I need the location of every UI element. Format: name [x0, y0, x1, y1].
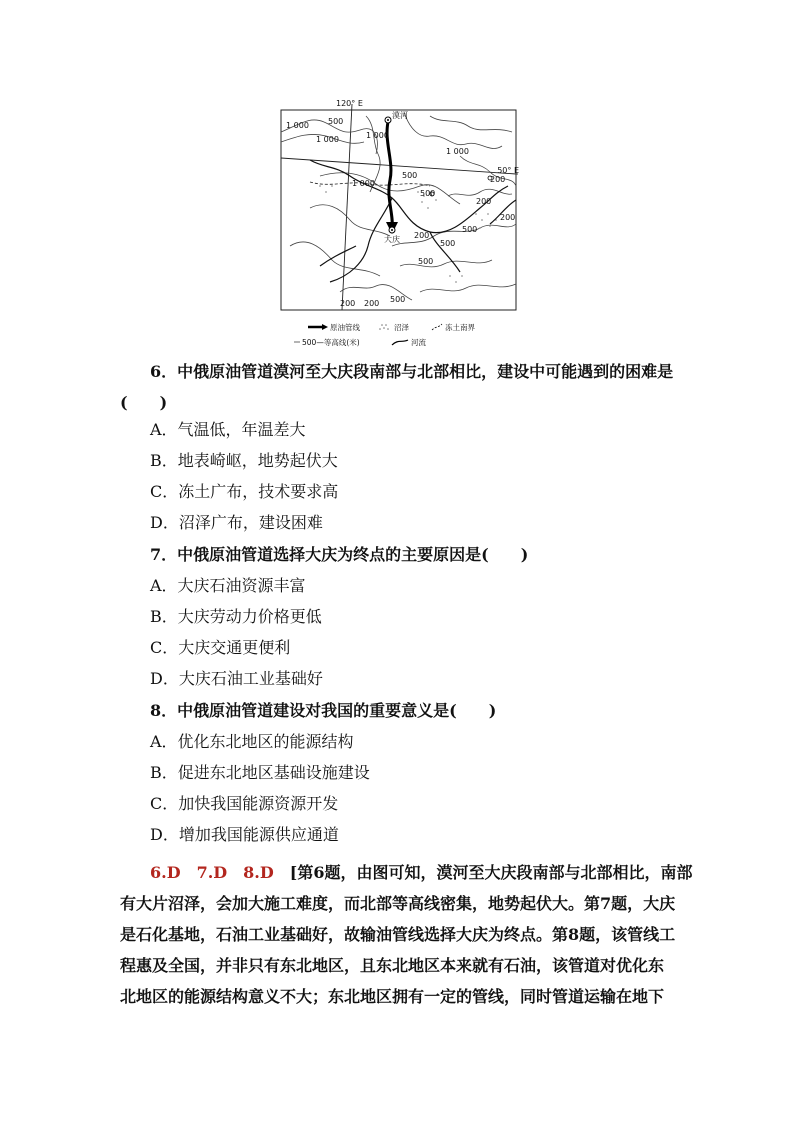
question-7-option-a: A．大庆石油资源丰富 [150, 576, 306, 595]
explanation-line: [第6题，由图可知，漠河至大庆段南部与北部相比，南部 [273, 863, 693, 882]
explanation-line: 是石化基地，石油工业基础好，故输油管线选择大庆为终点。第8题，该管线工 [120, 925, 676, 944]
mohe-label: 漠河 [392, 111, 408, 120]
answer-explanation [120, 857, 693, 1012]
legend-swamp: 沼泽 [394, 323, 409, 332]
explanation-line: 有大片沼泽，会加大施工难度，而北部等高线密集，地势起伏大。第7题，大庆 [120, 894, 676, 913]
question-6-option-c: C．冻土广布，技术要求高 [150, 482, 339, 501]
contour-label: 500 [390, 295, 406, 304]
question-6-option-b: B．地表崎岖，地势起伏大 [150, 451, 338, 470]
question-7-option-b: B．大庆劳动力价格更低 [150, 607, 322, 626]
question-6-option-a: A．气温低，年温差大 [150, 420, 306, 439]
contour-label: 500 [440, 239, 456, 248]
contour-label: 500 [402, 171, 418, 180]
contour-label: 200 [414, 231, 430, 240]
longitude-label: 120° E [336, 99, 363, 108]
question-7-option-d: D．大庆石油工业基础好 [150, 669, 323, 688]
question-6-stem-continued: ( ) [120, 393, 168, 412]
contour-label: 500 [418, 257, 434, 266]
pipeline-map [280, 96, 520, 352]
legend-permafrost: 冻土南界 [445, 323, 475, 332]
latitude-label: 50° E [497, 166, 519, 175]
question-8-option-d: D．增加我国能源供应通道 [150, 825, 339, 844]
contour-label: 200 [500, 213, 516, 222]
question-8-option-b: B．促进东北地区基础设施建设 [150, 763, 370, 782]
contour-label: 500 [420, 189, 436, 198]
question-8-stem: 8．中俄原油管道建设对我国的重要意义是( ) [150, 701, 497, 720]
question-7-stem: 7．中俄原油管道选择大庆为终点的主要原因是( ) [150, 545, 529, 564]
contour-label: 1 000 [352, 179, 375, 188]
legend-river: 河流 [411, 338, 426, 347]
explanation-line: 北地区的能源结构意义不大；东北地区拥有一定的管线，同时管道运输在地下 [120, 987, 665, 1006]
contour-label: 1 000 [316, 135, 339, 144]
legend-contour: 500—等高线(米) [302, 338, 360, 347]
contour-label: 1 000 [366, 131, 389, 140]
question-6-option-d: D．沼泽广布，建设困难 [150, 513, 323, 532]
contour-label: 1 000 [446, 147, 469, 156]
daqing-label: 大庆 [384, 235, 400, 244]
contour-label: 500 [328, 117, 344, 126]
contour-label: 200 [340, 299, 356, 308]
explanation-line: 程惠及全国，并非只有东北地区，且东北地区本来就有石油，该管道对优化东 [120, 956, 665, 975]
map-legend [294, 322, 475, 347]
contour-label: 500 [462, 225, 478, 234]
legend-pipeline: 原油管线 [330, 323, 360, 332]
contour-label: 200 [490, 175, 506, 184]
question-8-option-c: C．加快我国能源资源开发 [150, 794, 339, 813]
answer-key: 6.D 7.D 8.D [150, 863, 274, 882]
pipeline-map-figure [280, 96, 520, 352]
question-6-stem: 6．中俄原油管道漠河至大庆段南部与北部相比，建设中可能遇到的困难是 [150, 362, 674, 381]
question-8-option-a: A．优化东北地区的能源结构 [150, 732, 354, 751]
contour-label: 200 [364, 299, 380, 308]
question-7-option-c: C．大庆交通更便利 [150, 638, 291, 657]
contour-label: 1 000 [286, 121, 309, 130]
contour-label: 200 [476, 197, 492, 206]
